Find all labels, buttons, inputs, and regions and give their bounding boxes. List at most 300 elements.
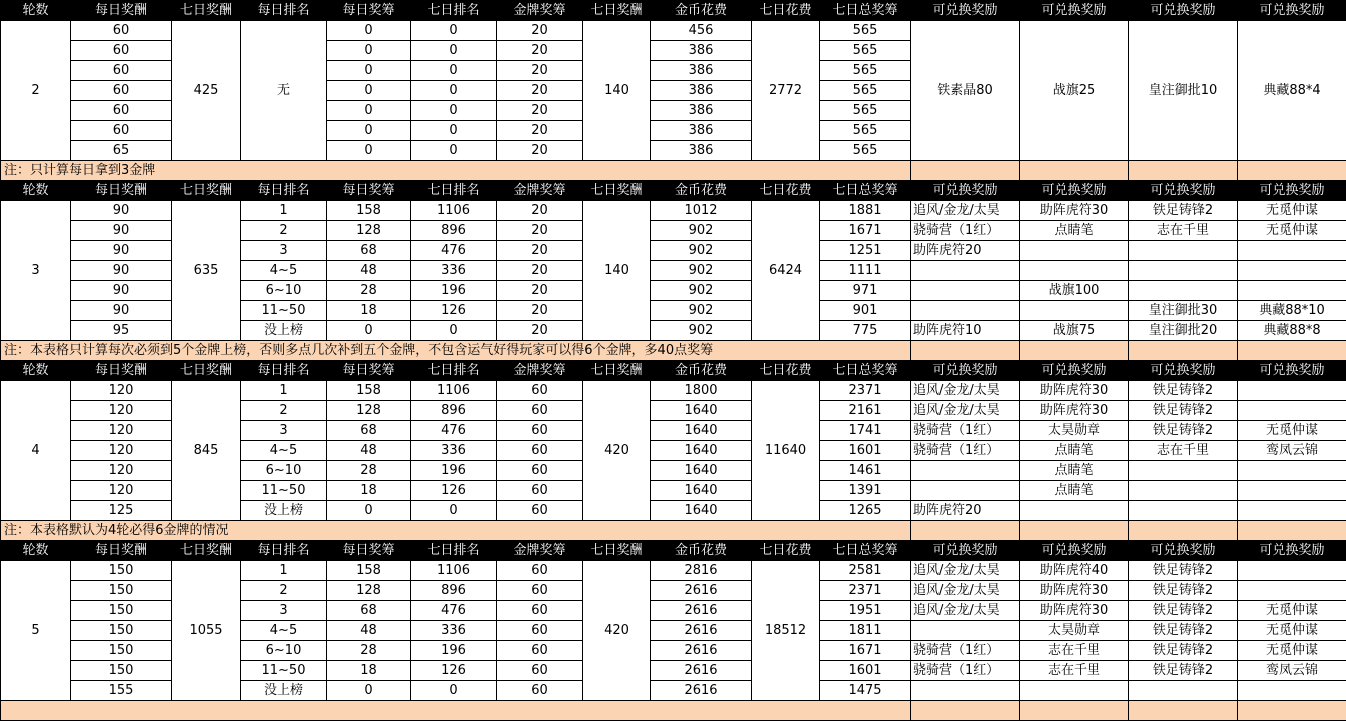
table-row	[1, 381, 1346, 401]
daily-chips-cell: 0	[327, 61, 411, 81]
gold-chips-header: 金牌奖筹	[497, 1, 583, 21]
reward-option-header: 可兑换奖励	[1129, 1, 1238, 21]
reward-option-cell	[1238, 681, 1346, 701]
gold-chips-header: 金牌奖筹	[497, 361, 583, 381]
daily-rank-cell: 2	[241, 221, 327, 241]
daily-chips-cell: 0	[327, 21, 411, 41]
daily-rank-cell: 没上榜	[241, 321, 327, 341]
reward-option-cell: 助阵虎符20	[911, 241, 1020, 261]
coin-cost-cell: 2616	[651, 581, 752, 601]
total-chips-cell: 565	[820, 61, 911, 81]
total-chips-cell: 1881	[820, 201, 911, 221]
coin-cost-cell: 902	[651, 321, 752, 341]
daily-rank-cell: 1	[241, 381, 327, 401]
gold-chips-cell: 60	[497, 401, 583, 421]
daily-chips-header: 每日奖筹	[327, 541, 411, 561]
gold-chips-cell: 60	[497, 621, 583, 641]
note-filler	[1238, 341, 1346, 361]
daily-reward-cell: 120	[71, 421, 172, 441]
daily-rank-cell: 11~50	[241, 661, 327, 681]
daily-rank-cell: 4~5	[241, 621, 327, 641]
reward-option-cell	[1129, 261, 1238, 281]
week-rank-cell: 1106	[411, 201, 497, 221]
week-rank-cell: 126	[411, 301, 497, 321]
total-chips-cell: 1475	[820, 681, 911, 701]
daily-reward-cell: 120	[71, 441, 172, 461]
reward-option-cell: 志在千里	[1129, 441, 1238, 461]
reward-option-cell	[1238, 241, 1346, 261]
daily-chips-cell: 158	[327, 561, 411, 581]
week-gold-reward-cell: 420	[583, 381, 651, 521]
daily-chips-cell: 0	[327, 681, 411, 701]
note-text: 注：只计算每日拿到3金牌	[1, 161, 911, 181]
coin-cost-cell: 386	[651, 81, 752, 101]
round-header: 轮数	[1, 1, 71, 21]
week-rank-cell: 0	[411, 21, 497, 41]
reward-option-cell: 志在千里	[1020, 641, 1129, 661]
coin-cost-cell: 1640	[651, 401, 752, 421]
daily-chips-cell: 48	[327, 441, 411, 461]
coin-cost-header: 金币花费	[651, 181, 752, 201]
reward-option-cell: 骁骑营（1红）	[911, 641, 1020, 661]
daily-chips-cell: 0	[327, 101, 411, 121]
daily-chips-cell: 0	[327, 41, 411, 61]
coin-cost-cell: 2816	[651, 561, 752, 581]
gold-chips-header: 金牌奖筹	[497, 181, 583, 201]
reward-option-header: 可兑换奖励	[1020, 541, 1129, 561]
gold-chips-cell: 20	[497, 281, 583, 301]
note-filler	[1238, 521, 1346, 541]
reward-option-cell: 铁足铸锋2	[1129, 201, 1238, 221]
gold-chips-cell: 20	[497, 61, 583, 81]
coin-cost-cell: 2616	[651, 601, 752, 621]
total-chips-cell: 2581	[820, 561, 911, 581]
gold-chips-cell: 60	[497, 641, 583, 661]
total-chips-cell: 565	[820, 81, 911, 101]
daily-rank-cell: 4~5	[241, 441, 327, 461]
reward-option-cell: 皇注御批30	[1129, 301, 1238, 321]
reward-option-cell: 铁足铸锋2	[1129, 381, 1238, 401]
coin-cost-cell: 902	[651, 221, 752, 241]
week-cost-cell: 18512	[752, 561, 820, 701]
daily-reward-cell: 90	[71, 261, 172, 281]
note-filler	[1020, 341, 1129, 361]
week-rank-cell: 0	[411, 501, 497, 521]
daily-reward-cell: 150	[71, 661, 172, 681]
daily-reward-header: 每日奖酬	[71, 181, 172, 201]
total-chips-header: 七日总奖筹	[820, 181, 911, 201]
reward-option-cell	[1238, 281, 1346, 301]
daily-reward-cell: 60	[71, 41, 172, 61]
gold-chips-cell: 60	[497, 601, 583, 621]
round-header: 轮数	[1, 361, 71, 381]
daily-reward-cell: 90	[71, 281, 172, 301]
total-chips-cell: 1601	[820, 441, 911, 461]
reward-option-cell	[911, 461, 1020, 481]
total-chips-cell: 1461	[820, 461, 911, 481]
reward-option-cell: 无觅仲谋	[1238, 421, 1346, 441]
week-cost-header: 七日花费	[752, 541, 820, 561]
reward-option-cell: 助阵虎符30	[1020, 201, 1129, 221]
coin-cost-header: 金币花费	[651, 541, 752, 561]
reward-option-cell: 铁足铸锋2	[1129, 421, 1238, 441]
note-text: 注：本表格默认为4轮必得6金牌的情况	[1, 521, 911, 541]
reward-option-header: 可兑换奖励	[911, 541, 1020, 561]
coin-cost-cell: 902	[651, 241, 752, 261]
reward-option-cell	[1129, 281, 1238, 301]
gold-chips-cell: 60	[497, 581, 583, 601]
week-rank-cell: 0	[411, 141, 497, 161]
week-cost-header: 七日花费	[752, 1, 820, 21]
daily-chips-header: 每日奖筹	[327, 181, 411, 201]
total-chips-cell: 1391	[820, 481, 911, 501]
week-rank-header: 七日排名	[411, 361, 497, 381]
reward-option-cell	[1129, 461, 1238, 481]
reward-option-cell: 战旗75	[1020, 321, 1129, 341]
daily-reward-cell: 60	[71, 121, 172, 141]
reward-option-cell: 典藏88*4	[1238, 21, 1346, 161]
week-rank-cell: 126	[411, 481, 497, 501]
gold-chips-cell: 20	[497, 81, 583, 101]
reward-option-cell: 助阵虎符40	[1020, 561, 1129, 581]
daily-reward-cell: 60	[71, 21, 172, 41]
reward-option-cell	[1129, 501, 1238, 521]
week-rank-cell: 896	[411, 221, 497, 241]
coin-cost-cell: 386	[651, 61, 752, 81]
note-row	[1, 701, 1346, 721]
note-filler	[911, 701, 1020, 721]
reward-option-cell: 铁足铸锋2	[1129, 401, 1238, 421]
daily-reward-cell: 90	[71, 241, 172, 261]
total-chips-cell: 971	[820, 281, 911, 301]
gold-chips-cell: 60	[497, 501, 583, 521]
reward-option-header: 可兑换奖励	[1238, 361, 1346, 381]
total-chips-cell: 2161	[820, 401, 911, 421]
table-row	[1, 21, 1346, 41]
reward-option-cell	[911, 621, 1020, 641]
reward-option-cell	[1020, 501, 1129, 521]
week-gold-reward-header: 七日奖酬	[583, 361, 651, 381]
total-chips-cell: 1671	[820, 221, 911, 241]
reward-option-cell: 无觅仲谋	[1238, 221, 1346, 241]
round-cell: 2	[1, 21, 71, 161]
daily-chips-cell: 128	[327, 581, 411, 601]
reward-option-header: 可兑换奖励	[911, 1, 1020, 21]
reward-option-cell	[911, 481, 1020, 501]
daily-chips-cell: 28	[327, 641, 411, 661]
reward-option-cell	[1238, 581, 1346, 601]
coin-cost-cell: 1800	[651, 381, 752, 401]
total-chips-cell: 901	[820, 301, 911, 321]
week-gold-reward-header: 七日奖酬	[583, 181, 651, 201]
coin-cost-cell: 1640	[651, 461, 752, 481]
total-chips-cell: 565	[820, 101, 911, 121]
note-filler	[1129, 161, 1238, 181]
daily-rank-cell: 3	[241, 421, 327, 441]
reward-option-cell: 战旗25	[1020, 21, 1129, 161]
reward-option-cell	[1020, 681, 1129, 701]
reward-option-cell: 追风/金龙/太昊	[911, 601, 1020, 621]
round-cell: 4	[1, 381, 71, 521]
reward-option-cell	[1238, 561, 1346, 581]
week-rank-cell: 0	[411, 81, 497, 101]
reward-option-cell: 铁足铸锋2	[1129, 621, 1238, 641]
daily-rank-cell: 没上榜	[241, 501, 327, 521]
week-reward-header: 七日奖酬	[172, 1, 241, 21]
note-text	[1, 701, 911, 721]
daily-reward-cell: 120	[71, 481, 172, 501]
daily-rank-cell: 6~10	[241, 281, 327, 301]
reward-option-cell: 追风/金龙/太昊	[911, 581, 1020, 601]
week-rank-cell: 476	[411, 241, 497, 261]
coin-cost-cell: 2616	[651, 681, 752, 701]
daily-chips-cell: 28	[327, 461, 411, 481]
week-gold-reward-cell: 140	[583, 201, 651, 341]
daily-reward-cell: 95	[71, 321, 172, 341]
reward-option-cell: 铁足铸锋2	[1129, 601, 1238, 621]
coin-cost-cell: 902	[651, 301, 752, 321]
table-row	[1, 201, 1346, 221]
week-rank-cell: 896	[411, 581, 497, 601]
reward-option-header: 可兑换奖励	[1129, 541, 1238, 561]
total-chips-cell: 565	[820, 41, 911, 61]
reward-option-cell	[1020, 241, 1129, 261]
daily-reward-header: 每日奖酬	[71, 361, 172, 381]
daily-rank-header: 每日排名	[241, 181, 327, 201]
week-rank-cell: 336	[411, 621, 497, 641]
gold-chips-cell: 60	[497, 661, 583, 681]
note-filler	[911, 341, 1020, 361]
coin-cost-cell: 1640	[651, 441, 752, 461]
reward-option-header: 可兑换奖励	[1238, 181, 1346, 201]
week-rank-cell: 476	[411, 421, 497, 441]
daily-chips-cell: 0	[327, 501, 411, 521]
reward-option-header: 可兑换奖励	[1129, 181, 1238, 201]
daily-reward-cell: 120	[71, 461, 172, 481]
daily-chips-cell: 128	[327, 401, 411, 421]
reward-option-cell: 无觅仲谋	[1238, 201, 1346, 221]
coin-cost-cell: 386	[651, 101, 752, 121]
reward-option-cell: 助阵虎符20	[911, 501, 1020, 521]
reward-option-cell: 骁骑营（1红）	[911, 661, 1020, 681]
week-rank-cell: 1106	[411, 561, 497, 581]
reward-option-cell: 骁骑营（1红）	[911, 421, 1020, 441]
week-reward-cell: 425	[172, 21, 241, 161]
daily-chips-cell: 68	[327, 601, 411, 621]
coin-cost-header: 金币花费	[651, 1, 752, 21]
reward-option-cell: 点睛笔	[1020, 461, 1129, 481]
daily-reward-cell: 150	[71, 621, 172, 641]
daily-chips-cell: 48	[327, 621, 411, 641]
reward-option-cell: 点睛笔	[1020, 481, 1129, 501]
reward-option-cell	[1020, 261, 1129, 281]
total-chips-cell: 775	[820, 321, 911, 341]
week-reward-cell: 635	[172, 201, 241, 341]
note-filler	[1238, 701, 1346, 721]
week-cost-cell: 2772	[752, 21, 820, 161]
total-chips-header: 七日总奖筹	[820, 541, 911, 561]
gold-chips-cell: 20	[497, 141, 583, 161]
reward-option-cell	[1129, 481, 1238, 501]
week-rank-header: 七日排名	[411, 1, 497, 21]
week-rank-cell: 896	[411, 401, 497, 421]
reward-option-header: 可兑换奖励	[1238, 541, 1346, 561]
reward-option-cell	[1238, 261, 1346, 281]
total-chips-cell: 1601	[820, 661, 911, 681]
reward-option-header: 可兑换奖励	[1020, 181, 1129, 201]
gold-chips-cell: 60	[497, 381, 583, 401]
total-chips-header: 七日总奖筹	[820, 361, 911, 381]
total-chips-cell: 565	[820, 141, 911, 161]
reward-option-cell: 铁足铸锋2	[1129, 661, 1238, 681]
daily-reward-header: 每日奖酬	[71, 1, 172, 21]
note-filler	[911, 521, 1020, 541]
daily-rank-cell: 3	[241, 601, 327, 621]
reward-option-cell	[911, 261, 1020, 281]
reward-option-cell: 铁足铸锋2	[1129, 561, 1238, 581]
reward-option-cell: 战旗100	[1020, 281, 1129, 301]
header-row	[1, 181, 1346, 201]
reward-option-cell: 无觅仲谋	[1238, 641, 1346, 661]
week-gold-reward-cell: 140	[583, 21, 651, 161]
daily-rank-header: 每日排名	[241, 1, 327, 21]
week-reward-cell: 845	[172, 381, 241, 521]
reward-option-cell: 点睛笔	[1020, 221, 1129, 241]
gold-chips-cell: 20	[497, 301, 583, 321]
reward-option-header: 可兑换奖励	[1238, 1, 1346, 21]
daily-rank-cell: 6~10	[241, 641, 327, 661]
header-row	[1, 1, 1346, 21]
note-row	[1, 161, 1346, 181]
daily-rank-header: 每日排名	[241, 541, 327, 561]
reward-option-cell: 志在千里	[1129, 221, 1238, 241]
reward-option-cell: 点睛笔	[1020, 441, 1129, 461]
gold-chips-cell: 20	[497, 21, 583, 41]
gold-chips-cell: 20	[497, 101, 583, 121]
daily-rank-cell: 没上榜	[241, 681, 327, 701]
reward-option-cell: 无觅仲谋	[1238, 601, 1346, 621]
gold-chips-cell: 60	[497, 481, 583, 501]
daily-reward-cell: 90	[71, 221, 172, 241]
gold-chips-cell: 20	[497, 241, 583, 261]
reward-option-cell	[1238, 381, 1346, 401]
reward-option-cell: 铁足铸锋2	[1129, 581, 1238, 601]
table-row	[1, 561, 1346, 581]
reward-option-cell: 骁骑营（1红）	[911, 221, 1020, 241]
reward-option-cell: 追风/金龙/太昊	[911, 381, 1020, 401]
total-chips-cell: 565	[820, 21, 911, 41]
week-reward-cell: 1055	[172, 561, 241, 701]
note-filler	[911, 161, 1020, 181]
daily-rank-header: 每日排名	[241, 361, 327, 381]
reward-option-cell: 鸾凤云锦	[1238, 441, 1346, 461]
week-rank-cell: 196	[411, 281, 497, 301]
daily-reward-cell: 120	[71, 381, 172, 401]
note-filler	[1020, 701, 1129, 721]
reward-option-cell	[1238, 501, 1346, 521]
round-header: 轮数	[1, 181, 71, 201]
note-filler	[1129, 341, 1238, 361]
note-text: 注：本表格只计算每次必须到5个金牌上榜，否则多点几次补到五个金牌，不包含运气好得玩家可以得6个金牌，多40点奖筹	[1, 341, 911, 361]
reward-option-cell	[1129, 241, 1238, 261]
reward-option-cell: 典藏88*8	[1238, 321, 1346, 341]
week-rank-cell: 126	[411, 661, 497, 681]
gold-chips-cell: 20	[497, 201, 583, 221]
daily-rank-cell: 11~50	[241, 481, 327, 501]
reward-option-header: 可兑换奖励	[1020, 1, 1129, 21]
reward-option-cell: 助阵虎符30	[1020, 581, 1129, 601]
reward-option-cell: 太昊勋章	[1020, 621, 1129, 641]
reward-option-cell: 典藏88*10	[1238, 301, 1346, 321]
coin-cost-cell: 902	[651, 261, 752, 281]
reward-option-header: 可兑换奖励	[911, 181, 1020, 201]
daily-reward-cell: 125	[71, 501, 172, 521]
gold-chips-cell: 60	[497, 681, 583, 701]
coin-cost-cell: 456	[651, 21, 752, 41]
daily-reward-header: 每日奖酬	[71, 541, 172, 561]
gold-chips-cell: 60	[497, 561, 583, 581]
week-rank-header: 七日排名	[411, 541, 497, 561]
gold-chips-cell: 20	[497, 321, 583, 341]
daily-chips-cell: 128	[327, 221, 411, 241]
week-rank-cell: 0	[411, 681, 497, 701]
total-chips-header: 七日总奖筹	[820, 1, 911, 21]
week-rank-cell: 196	[411, 641, 497, 661]
week-reward-header: 七日奖酬	[172, 541, 241, 561]
reward-option-cell: 追风/金龙/太昊	[911, 401, 1020, 421]
header-row	[1, 361, 1346, 381]
week-rank-cell: 0	[411, 101, 497, 121]
reward-option-cell: 追风/金龙/太昊	[911, 201, 1020, 221]
daily-rank-cell: 2	[241, 401, 327, 421]
week-gold-reward-cell: 420	[583, 561, 651, 701]
daily-rank-cell: 4~5	[241, 261, 327, 281]
week-rank-cell: 196	[411, 461, 497, 481]
daily-reward-cell: 65	[71, 141, 172, 161]
coin-cost-cell: 2616	[651, 621, 752, 641]
daily-reward-cell: 60	[71, 101, 172, 121]
reward-option-cell: 铁足铸锋2	[1129, 641, 1238, 661]
daily-chips-cell: 158	[327, 381, 411, 401]
daily-rank-cell: 2	[241, 581, 327, 601]
gold-chips-cell: 60	[497, 441, 583, 461]
coin-cost-cell: 2616	[651, 661, 752, 681]
daily-chips-cell: 28	[327, 281, 411, 301]
reward-option-cell: 鸾凤云锦	[1238, 661, 1346, 681]
week-rank-header: 七日排名	[411, 181, 497, 201]
daily-reward-cell: 120	[71, 401, 172, 421]
header-row	[1, 541, 1346, 561]
daily-chips-cell: 18	[327, 301, 411, 321]
reward-option-cell	[1129, 681, 1238, 701]
round-header: 轮数	[1, 541, 71, 561]
daily-rank-cell: 11~50	[241, 301, 327, 321]
total-chips-cell: 2371	[820, 581, 911, 601]
total-chips-cell: 1741	[820, 421, 911, 441]
week-rank-cell: 0	[411, 121, 497, 141]
daily-reward-cell: 90	[71, 201, 172, 221]
reward-option-cell: 志在千里	[1020, 661, 1129, 681]
week-reward-header: 七日奖酬	[172, 361, 241, 381]
daily-chips-cell: 158	[327, 201, 411, 221]
week-rank-cell: 0	[411, 61, 497, 81]
daily-rank-cell: 无	[241, 21, 327, 161]
daily-chips-cell: 0	[327, 141, 411, 161]
note-row	[1, 341, 1346, 361]
daily-reward-cell: 155	[71, 681, 172, 701]
week-rank-cell: 336	[411, 441, 497, 461]
gold-chips-cell: 20	[497, 41, 583, 61]
